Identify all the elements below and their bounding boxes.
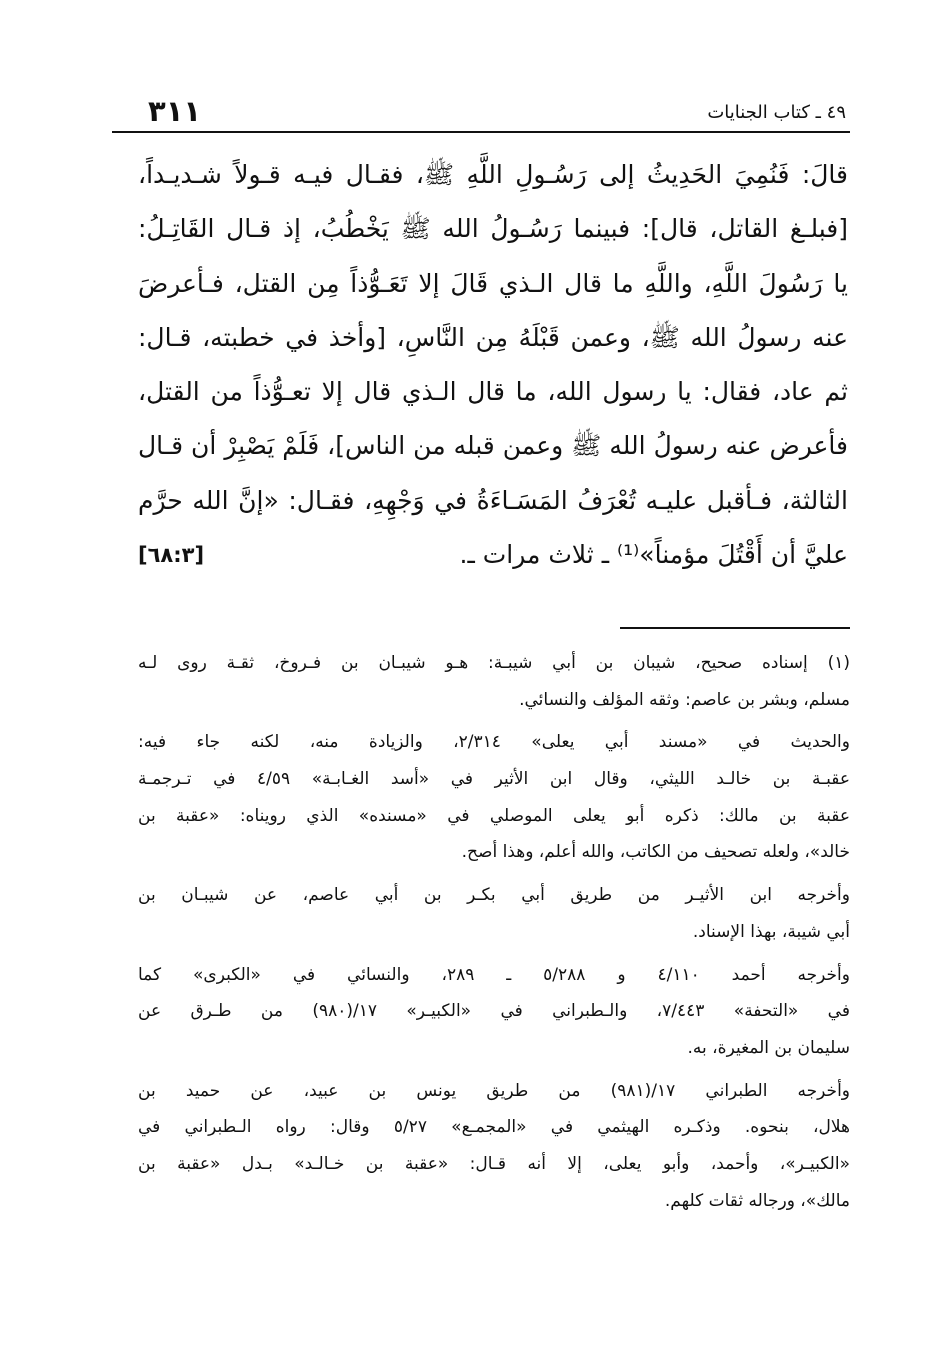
footnote-line: «الكبيـر»، وأحمد، وأبو يعلى، إلا أنه قـال: «عقبة بن خـالـد» بـدل «عقبة بن bbox=[138, 1153, 850, 1174]
page-header bbox=[118, 88, 848, 132]
source-reference: [٦٨:٣] bbox=[138, 543, 205, 568]
main-line-text: عليَّ أن أَقْتُلَ مؤمناً»⁽¹⁾ ـ ثلاث مرات ـ. bbox=[459, 540, 848, 570]
footnote-line: مالك»، ورجاله ثقات كلهم. bbox=[664, 1190, 850, 1211]
footnote-line: وأخرجه الطبراني ١٧/(٩٨١) من طريق يونس بن عبيد، عن حميد بن bbox=[138, 1080, 850, 1101]
footnote-line: عقبـة بن خالـد الليثي، وقال ابن الأثير في «أسد الغـابـة» ٤/٥٩ في تـرجمـة bbox=[138, 769, 850, 790]
page-number: ٣١١ bbox=[148, 94, 202, 128]
footnote-rule bbox=[620, 627, 850, 629]
main-line: يا رَسُولَ اللَّهِ، واللَّهِ ما قال الـذي قَالَ إلا تَعَـوُّذاً مِن القتل، فـأعرضَ bbox=[138, 268, 848, 298]
main-text bbox=[138, 148, 848, 582]
footnote-line: وأخرجه ابن الأثيـر من طريق أبي بكـر بن أبي عاصم، عن شيبـان بن bbox=[138, 885, 850, 906]
main-line-last bbox=[138, 528, 848, 582]
main-line: عنه رسولُ الله ﷺ، وعمن قَبْلَهُ مِن النَّاسِ، [وأخذ في خطبته، قـال: bbox=[138, 322, 848, 352]
footnotes bbox=[138, 645, 850, 1219]
footnote-line: سليمان بن المغيرة، به. bbox=[687, 1037, 850, 1058]
main-line: فأعرض عنه رسولُ الله ﷺ وعمن قبله من الناس]، فَلَمْ يَصْبِرْ أن قـال bbox=[138, 431, 848, 461]
footnote-line: في «التحفة» ٧/٤٤٣، والـطبراني في «الكبيـر» ١٧/(٩٨٠) من طـرق عن bbox=[138, 1001, 850, 1022]
footnote-line: أبي شيبة، بهذا الإسناد. bbox=[692, 921, 850, 942]
main-line: ثم عاد، فقال: يا رسول الله، ما قال الـذي قال إلا تعـوُّذاً من القتل، bbox=[138, 377, 848, 407]
main-line: [فبلـغ القاتل، قال]: فبينما رَسُـولُ الله ﷺ يَخْطُبُ، إذ قـال القَاتِـلُ: bbox=[138, 214, 848, 244]
main-line: الثالثة، فـأقبل عليـه تُعْرَفُ المَسَـاءَةُ في وَجْهِهِ، فقـال: «إنَّ الله حرَّم bbox=[138, 485, 848, 515]
footnote-line: وأخرجه أحمد ٤/١١٠ و ٥/٢٨٨ ـ ٢٨٩، والنسائي في «الكبرى» كما bbox=[138, 964, 850, 985]
header-rule bbox=[112, 131, 850, 133]
footnote-line: (١) إسناده صحيح، شيبان بن أبي شيبـة: هـو شيبـان بن فـروخ، ثقـة روى لـه bbox=[138, 653, 850, 673]
running-title: ٤٩ ـ كتاب الجنايات bbox=[707, 102, 846, 123]
footnote-line: والحديث في «مسند أبي يعلى» ٢/٣١٤، والزيادة منه، لكنه جاء فيه: bbox=[138, 732, 850, 753]
footnote-line: خالد»، ولعله تصحيف من الكاتب، والله أعلم، وهذا أصح. bbox=[461, 842, 850, 863]
footnote-line: هلال، بنحوه. وذكـره الهيثمي في «المجمـع» ٥/٢٧ وقال: رواه الـطبراني في bbox=[138, 1117, 850, 1138]
footnote-line: مسلم، وبشر بن عاصم: وثقه المؤلف والنسائي. bbox=[519, 689, 850, 710]
main-line: قالَ: فَنُمِيَ الحَدِيثُ إلى رَسُـولِ اللَّهِ ﷺ، فقـال فيـه قـولاً شـديـداً، bbox=[138, 160, 848, 189]
footnote-line: عقبة بن مالك: ذكره أبو يعلى الموصلي في «مسنده» الذي رويناه: «عقبة بن bbox=[138, 805, 850, 826]
